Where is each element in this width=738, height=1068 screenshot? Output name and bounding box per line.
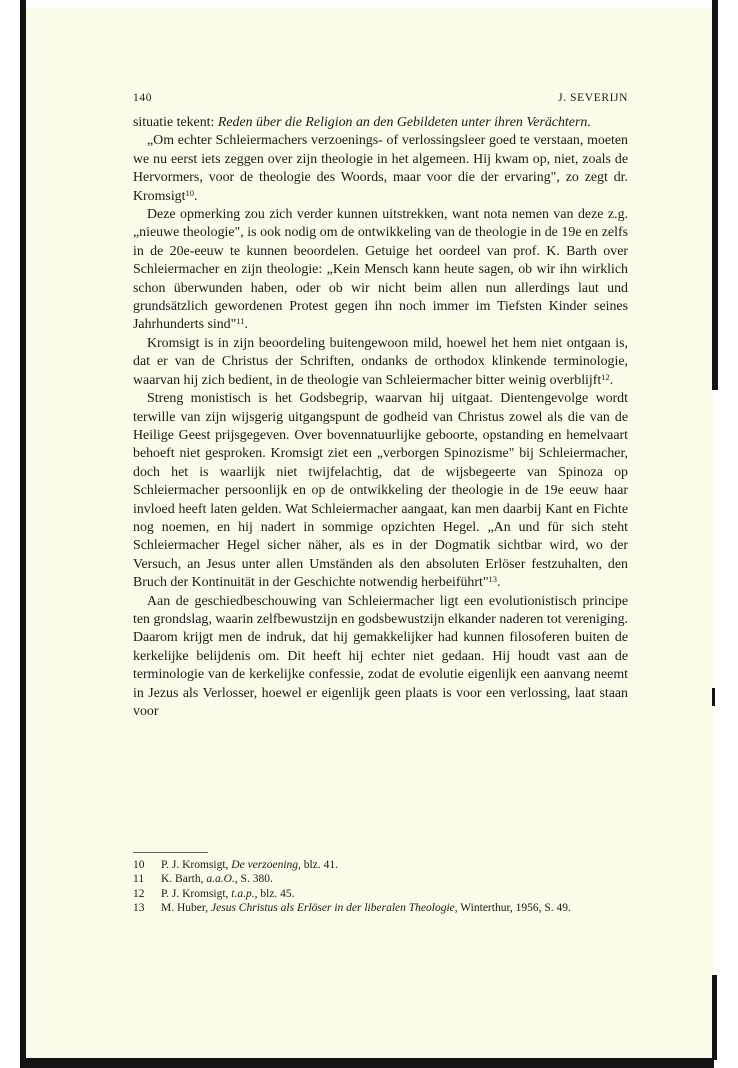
footnote-ref: 10 (185, 187, 194, 198)
footnote-number: 12 (133, 887, 145, 900)
body-text (133, 114, 628, 721)
page-number: 140 (133, 92, 153, 104)
running-title: J. SEVERIJN (558, 92, 628, 104)
paragraph: Deze opmerking zou zich verder kunnen uitstrekken, want nota nemen van deze z.g. „nieuwe theologie", is ook nodig om de ontwikkeling van de theologie in de 19e en zelfs in de 20e-eeuw te kunnen beoordelen. Getuige het oordeel van prof. K. Barth over Schleiermacher en zijn theologie: „Kein Mensch kann heute sagen, ob wir ihn wirklich schon überwunden haben, oder ob wir nicht beim allen nun allerdings laut und grundsätzlich gewordenen Protest gegen ihn noch immer im Tiefsten Kinder seines Jahrhunderts sind"$^{11}$. (133, 207, 628, 333)
scan-border-bottom (20, 1058, 714, 1068)
scan-border-right-mark (712, 688, 715, 706)
cited-title: a.a.O. (206, 873, 235, 886)
cited-title: De verzoening (231, 859, 299, 871)
scan-border-right-top (712, 0, 718, 390)
paragraph: „Om echter Schleiermachers verzoenings- of verlossingsleer goed te verstaan, moeten we nu eerst iets zeggen over zijn theologie in het algemeen. Hij kwam op, niet, zoals de Hervormers, voor de theologie des Woords, maar voor die der ervaring", zo zegt dr. Kromsigt$^{10}$. (133, 133, 628, 204)
scan-border-left (20, 0, 26, 1068)
footnote-ref: 11 (236, 316, 245, 327)
footnote-separator (133, 852, 208, 853)
paragraph: Streng monistisch is het Godsbegrip, waarvan hij uitgaat. Dientengevolge wordt terwille van zijn wijsgerig uitgangspunt de godheid van Christus zowel als die van de Heilige Geest prijsgegeven. Over bovennatuurlijke geboorte, opstanding en hemelvaart behoeft niet gesproken. Kromsigt ziet een „verborgen Spinozisme" bij Schleiermacher, doch het is waarlijk niet twijfelachtig, dat de wijsbegeerte van Spinoza op Schleiermacher persoonlijk en op de ontwikkeling der theologie in de 19e eeuw haar invloed heeft laten gelden. Wat Schleiermacher aangaat, kan men daarbij Kant en Fichte nog noemen, en hij nadert in sommige opzichten Hegel. „An und für sich steht Schleiermacher Hegel sicher näher, als es in der Dogmatik sichtbar wird, wo der Versuch, an Jesus unter allen Umständen als den absoluten Erlöser festzuhalten, den Bruch der Kontinuität in der Geschichte notwendig herbeiführt"$^{13}$. (133, 391, 628, 591)
footnote: 13 M. Huber, Jesus Christus als Erlöser in der liberalen Theologie, Winterthur, 1956, S. 49. (133, 902, 571, 915)
paragraph: Aan de geschiedbeschouwing van Schleiermacher ligt een evolutionistisch principe ten grondslag, waarin zelfbewustzijn en godsbewustzijn elkander naderen tot vereniging. Daarom krijgt men de indruk, dat hij gemakkelijker had kunnen filosoferen buiten de kerkelijke belijdenis om. Dit heeft hij echter niet gedaan. Hij houdt vast aan de terminologie van de kerkelijke confessie, zodat de evolutie eigenlijk een aanvang neemt in Jezus als Verlosser, hoewel er eigenlijk geen plaats is voor een verlossing, laat staan voor (133, 593, 628, 719)
cited-title: t.a.p. (231, 887, 255, 900)
footnotes (133, 858, 628, 916)
running-head (133, 92, 628, 104)
paragraph: Kromsigt is in zijn beoordeling buitengewoon mild, hoewel het hem niet ontgaan is, dat er van de Christus der Schriften, ondanks de orthodox klinkende terminologie, waarvan hij zich bedient, in de theologie van Schleiermacher bitter weinig overblijft$^{12}$. (133, 335, 628, 388)
paragraph: situatie tekent: Reden über die Religion an den Gebildeten unter ihren Verächtern. (133, 115, 591, 130)
book-title: Reden über die Religion an den Gebildeten unter ihren Verächtern (217, 115, 588, 130)
scan-border-right-bottom (712, 975, 717, 1060)
footnote-ref: 13 (488, 574, 498, 585)
footnote-number: 10 (133, 859, 145, 871)
footnote-number: 11 (133, 873, 145, 886)
footnote: 12 P. J. Kromsigt, t.a.p., blz. 45. (133, 887, 295, 900)
footnote: 11 K. Barth, a.a.O., S. 380. (133, 873, 273, 886)
footnote: 10 P. J. Kromsigt, De verzoening, blz. 41. (133, 859, 338, 871)
footnote-ref: 12 (601, 371, 610, 382)
footnote-number: 13 (133, 902, 145, 915)
cited-title: Jesus Christus als Erlöser in der liberalen Theologie (211, 902, 455, 915)
